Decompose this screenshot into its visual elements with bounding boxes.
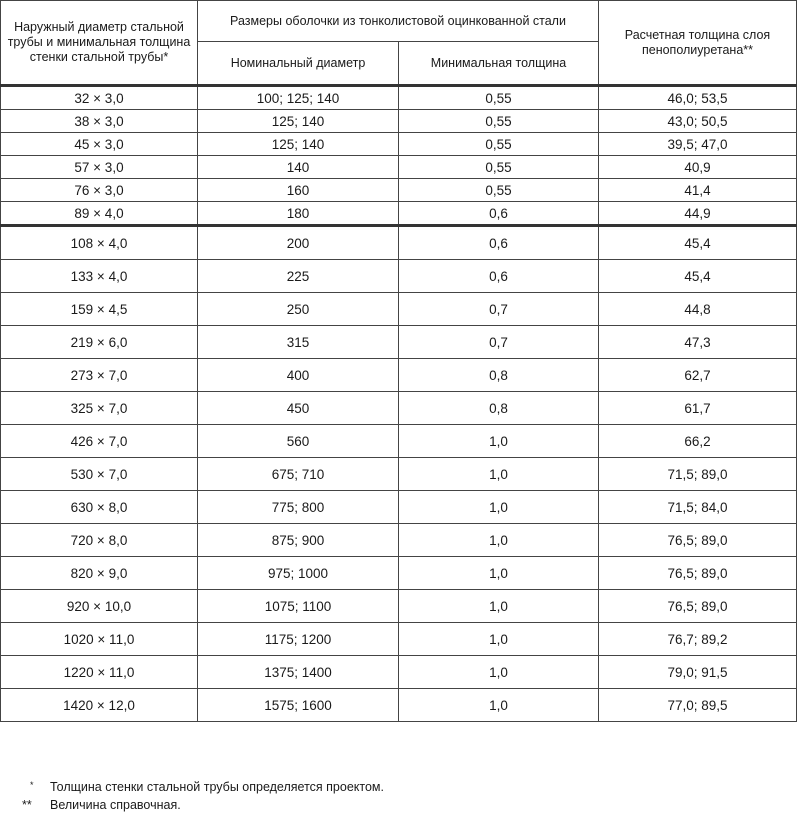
table-row: [1, 293, 797, 326]
cell-pipe-size: 325 × 7,0: [1, 392, 198, 425]
cell-pipe-size: 108 × 4,0: [1, 226, 198, 260]
cell-nominal-diameter: 1575; 1600: [198, 689, 399, 722]
cell-foam-thickness: 61,7: [599, 392, 797, 425]
cell-nominal-diameter: 315: [198, 326, 399, 359]
cell-nominal-diameter: 875; 900: [198, 524, 399, 557]
cell-nominal-diameter: 450: [198, 392, 399, 425]
table-row: [1, 524, 797, 557]
cell-min-thickness: 0,55: [399, 110, 599, 133]
cell-foam-thickness: 46,0; 53,5: [599, 86, 797, 110]
cell-foam-thickness: 45,4: [599, 226, 797, 260]
cell-min-thickness: 0,55: [399, 133, 599, 156]
table-row: [1, 392, 797, 425]
cell-nominal-diameter: 225: [198, 260, 399, 293]
cell-foam-thickness: 76,5; 89,0: [599, 590, 797, 623]
table-row: [1, 656, 797, 689]
footnote-2: ** Величина справочная.: [22, 798, 181, 812]
cell-pipe-size: 720 × 8,0: [1, 524, 198, 557]
cell-nominal-diameter: 1075; 1100: [198, 590, 399, 623]
cell-pipe-size: 57 × 3,0: [1, 156, 198, 179]
cell-pipe-size: 38 × 3,0: [1, 110, 198, 133]
table-row: [1, 156, 797, 179]
cell-foam-thickness: 41,4: [599, 179, 797, 202]
cell-min-thickness: 0,55: [399, 156, 599, 179]
cell-pipe-size: 76 × 3,0: [1, 179, 198, 202]
cell-pipe-size: 630 × 8,0: [1, 491, 198, 524]
table-row: [1, 689, 797, 722]
table-row: [1, 326, 797, 359]
cell-foam-thickness: 76,5; 89,0: [599, 557, 797, 590]
cell-foam-thickness: 45,4: [599, 260, 797, 293]
cell-nominal-diameter: 1375; 1400: [198, 656, 399, 689]
cell-nominal-diameter: 160: [198, 179, 399, 202]
cell-min-thickness: 0,7: [399, 293, 599, 326]
cell-min-thickness: 0,55: [399, 86, 599, 110]
cell-pipe-size: 219 × 6,0: [1, 326, 198, 359]
cell-nominal-diameter: 675; 710: [198, 458, 399, 491]
cell-pipe-size: 159 × 4,5: [1, 293, 198, 326]
cell-nominal-diameter: 775; 800: [198, 491, 399, 524]
cell-min-thickness: 1,0: [399, 590, 599, 623]
cell-nominal-diameter: 100; 125; 140: [198, 86, 399, 110]
cell-foam-thickness: 44,9: [599, 202, 797, 226]
cell-foam-thickness: 44,8: [599, 293, 797, 326]
cell-foam-thickness: 79,0; 91,5: [599, 656, 797, 689]
cell-foam-thickness: 71,5; 89,0: [599, 458, 797, 491]
cell-foam-thickness: 76,7; 89,2: [599, 623, 797, 656]
cell-pipe-size: 1220 × 11,0: [1, 656, 198, 689]
cell-nominal-diameter: 250: [198, 293, 399, 326]
cell-min-thickness: 0,7: [399, 326, 599, 359]
cell-min-thickness: 0,6: [399, 226, 599, 260]
cell-pipe-size: 133 × 4,0: [1, 260, 198, 293]
table-row: [1, 179, 797, 202]
cell-foam-thickness: 47,3: [599, 326, 797, 359]
cell-pipe-size: 920 × 10,0: [1, 590, 198, 623]
cell-min-thickness: 0,55: [399, 179, 599, 202]
cell-pipe-size: 426 × 7,0: [1, 425, 198, 458]
header-pipe-diameter: Наружный диаметр стальной трубы и минимальная толщина стенки стальной трубы*: [1, 1, 198, 86]
table-row: [1, 458, 797, 491]
table-row: [1, 623, 797, 656]
cell-min-thickness: 0,6: [399, 260, 599, 293]
cell-nominal-diameter: 140: [198, 156, 399, 179]
table-row: [1, 133, 797, 156]
table-row: [1, 557, 797, 590]
cell-pipe-size: 1020 × 11,0: [1, 623, 198, 656]
cell-nominal-diameter: 200: [198, 226, 399, 260]
cell-nominal-diameter: 400: [198, 359, 399, 392]
table-row: [1, 110, 797, 133]
cell-foam-thickness: 43,0; 50,5: [599, 110, 797, 133]
cell-min-thickness: 1,0: [399, 689, 599, 722]
header-foam-thickness: Расчетная толщина слоя пенополиуретана**: [599, 1, 797, 86]
cell-foam-thickness: 62,7: [599, 359, 797, 392]
table-row: [1, 590, 797, 623]
footnote-1: * Толщина стенки стальной трубы определяется проектом.: [30, 780, 384, 794]
footnotes: [22, 776, 384, 814]
cell-nominal-diameter: 975; 1000: [198, 557, 399, 590]
cell-foam-thickness: 71,5; 84,0: [599, 491, 797, 524]
table-row: [1, 226, 797, 260]
cell-foam-thickness: 66,2: [599, 425, 797, 458]
cell-pipe-size: 45 × 3,0: [1, 133, 198, 156]
cell-min-thickness: 1,0: [399, 425, 599, 458]
cell-foam-thickness: 40,9: [599, 156, 797, 179]
cell-pipe-size: 820 × 9,0: [1, 557, 198, 590]
cell-nominal-diameter: 180: [198, 202, 399, 226]
table-row: [1, 260, 797, 293]
cell-nominal-diameter: 560: [198, 425, 399, 458]
cell-nominal-diameter: 125; 140: [198, 133, 399, 156]
cell-min-thickness: 1,0: [399, 623, 599, 656]
cell-foam-thickness: 39,5; 47,0: [599, 133, 797, 156]
cell-foam-thickness: 76,5; 89,0: [599, 524, 797, 557]
cell-pipe-size: 530 × 7,0: [1, 458, 198, 491]
cell-min-thickness: 1,0: [399, 458, 599, 491]
cell-pipe-size: 32 × 3,0: [1, 86, 198, 110]
cell-foam-thickness: 77,0; 89,5: [599, 689, 797, 722]
cell-min-thickness: 1,0: [399, 557, 599, 590]
cell-min-thickness: 1,0: [399, 656, 599, 689]
cell-min-thickness: 1,0: [399, 491, 599, 524]
cell-min-thickness: 0,8: [399, 359, 599, 392]
cell-min-thickness: 0,8: [399, 392, 599, 425]
table-row: [1, 86, 797, 110]
cell-min-thickness: 0,6: [399, 202, 599, 226]
header-min-thickness: Минимальная толщина: [399, 42, 599, 86]
table-row: [1, 425, 797, 458]
cell-nominal-diameter: 125; 140: [198, 110, 399, 133]
table-row: [1, 359, 797, 392]
table-row: [1, 491, 797, 524]
header-shell-dimensions: Размеры оболочки из тонколистовой оцинкованной стали: [198, 1, 599, 42]
cell-nominal-diameter: 1175; 1200: [198, 623, 399, 656]
cell-pipe-size: 1420 × 12,0: [1, 689, 198, 722]
table-row: [1, 202, 797, 226]
header-nominal-diameter: Номинальный диаметр: [198, 42, 399, 86]
cell-pipe-size: 273 × 7,0: [1, 359, 198, 392]
cell-min-thickness: 1,0: [399, 524, 599, 557]
cell-pipe-size: 89 × 4,0: [1, 202, 198, 226]
